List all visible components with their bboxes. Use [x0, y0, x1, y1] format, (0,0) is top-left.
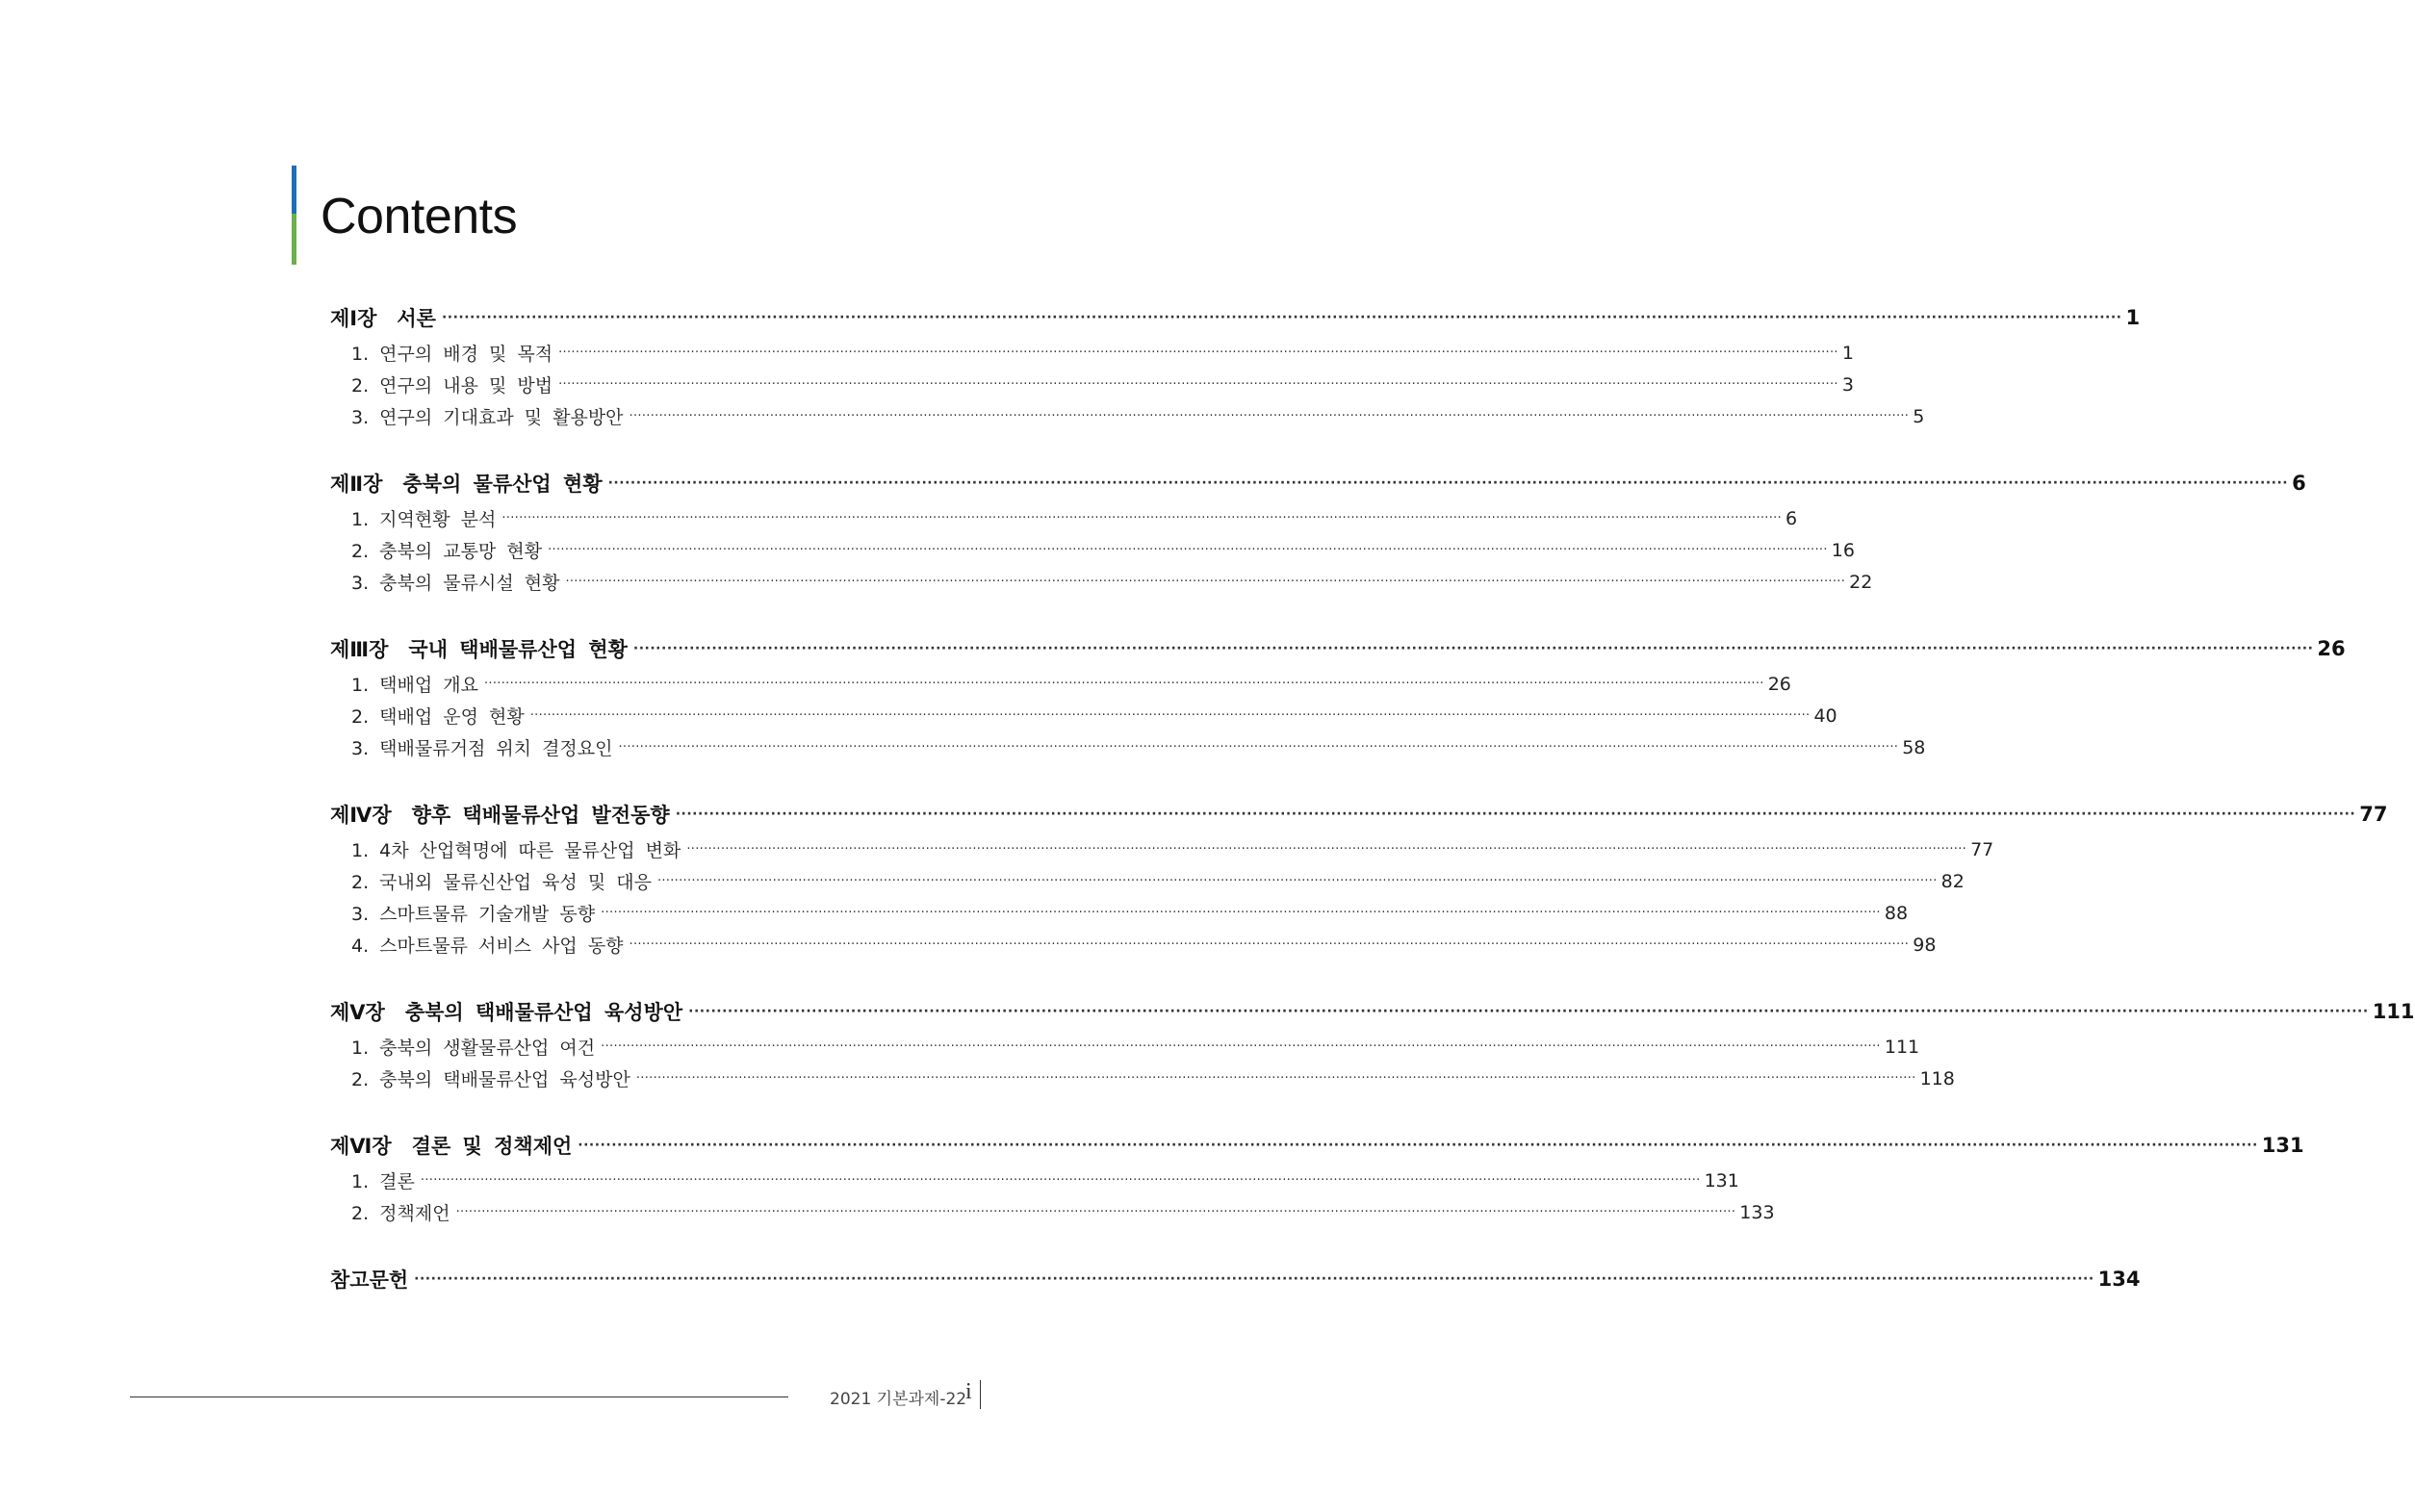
toc-section-entry[interactable] — [330, 337, 1854, 369]
toc-section-entry-page: 26 — [1767, 673, 1791, 695]
toc-section-entry[interactable] — [330, 566, 1873, 598]
toc-section-entry[interactable] — [330, 833, 1994, 865]
footer-report-id: 2021 기본과제-22 — [830, 1390, 967, 1409]
toc-section-entry-label: 2. 연구의 내용 및 방법 — [351, 375, 553, 397]
toc-section-entry[interactable] — [330, 400, 1925, 432]
toc-section-entry-label: 3. 연구의 기대효과 및 활용방안 — [351, 407, 624, 428]
toc-section-entry-page: 16 — [1831, 539, 1855, 561]
toc-chapter-entry-label: 제Ⅴ장 충북의 택배물류산업 육성방안 — [330, 1001, 683, 1024]
toc-chapter-entry-page: 111 — [2372, 1000, 2415, 1023]
leader-dots: ············································································································································································································································································································ — [483, 677, 1764, 691]
toc-section-entry-page: 77 — [1970, 838, 1994, 860]
leader-dots: ············································································································································································································································································································ — [629, 409, 1910, 423]
toc-section-entry-page: 40 — [1813, 705, 1837, 727]
footer-divider — [980, 1380, 981, 1409]
toc-chapter — [330, 1260, 2141, 1298]
leader-dots: ············································································································································································································································································································ — [441, 310, 2122, 325]
toc-chapter-entry-label: 제Ⅵ장 결론 및 정책제언 — [330, 1135, 573, 1158]
leader-dots: ············································································································································································································································································································ — [688, 1004, 2369, 1019]
toc-section-entry[interactable] — [330, 731, 1926, 763]
leader-dots: ············································································································································································································································································································ — [501, 511, 1783, 525]
toc-section-entry-page: 118 — [1919, 1067, 1955, 1089]
toc-section-entry[interactable] — [330, 502, 1798, 534]
toc-section-entry-page: 5 — [1913, 405, 1925, 427]
leader-dots: ············································································································································································································································································································ — [632, 641, 2314, 656]
leader-dots: ············································································································································································································································································································ — [455, 1205, 1736, 1219]
leader-dots: ············································································································································································································································································································ — [565, 575, 1846, 589]
toc-section-entry-label: 1. 연구의 배경 및 목적 — [351, 344, 553, 365]
toc-section-entry-page: 58 — [1902, 736, 1926, 758]
toc-chapter-entry-label: 제Ⅰ장 서론 — [330, 307, 436, 330]
toc-section-entry-page: 3 — [1841, 373, 1854, 396]
leader-dots: ············································································································································································································································································································ — [635, 1071, 1916, 1086]
toc-section-entry-page: 133 — [1739, 1201, 1775, 1223]
toc-section-entry-label: 1. 4차 산업혁명에 따른 물류산업 변화 — [351, 840, 681, 861]
leader-dots: ············································································································································································································································································································ — [548, 543, 1828, 557]
toc-section-entry-label: 3. 스마트물류 기술개발 동향 — [351, 904, 596, 925]
toc-chapter-entry-label: 제Ⅱ장 충북의 물류산업 현황 — [330, 473, 603, 496]
leader-dots: ············································································································································································································································································································ — [529, 708, 1811, 723]
toc-chapter-entry-page: 1 — [2125, 306, 2141, 329]
leader-dots: ············································································································································································································································································································ — [656, 874, 1938, 888]
toc-chapter-entry-page: 131 — [2261, 1134, 2304, 1157]
toc-section-entry[interactable] — [330, 369, 1854, 400]
leader-dots: ············································································································································································································································································································ — [578, 1138, 2258, 1153]
toc-section-entry[interactable] — [330, 897, 1909, 929]
toc-chapter — [330, 629, 2346, 763]
leader-dots: ············································································································································································································································································································ — [558, 346, 1838, 360]
table-of-contents — [330, 298, 2415, 1330]
footer-page-number: i — [965, 1379, 972, 1404]
toc-section-entry-label: 3. 충북의 물류시설 현황 — [351, 573, 560, 594]
toc-chapter-entry[interactable] — [330, 992, 2415, 1031]
leader-dots: ············································································································································································································································································································ — [607, 475, 2289, 491]
toc-section-entry[interactable] — [330, 668, 1791, 700]
toc-chapter-entry-label: 참고문헌 — [330, 1269, 409, 1292]
toc-chapter-entry[interactable] — [330, 1126, 2304, 1165]
toc-chapter-entry[interactable] — [330, 464, 2306, 502]
toc-chapter-entry-label: 제Ⅳ장 향후 택배물류산업 발전동향 — [330, 804, 670, 827]
toc-section-entry-label: 2. 정책제언 — [351, 1203, 450, 1224]
leader-dots: ············································································································································································································································································································ — [618, 740, 1899, 755]
toc-chapter — [330, 464, 2306, 598]
toc-section-entry-page: 88 — [1884, 902, 1909, 924]
toc-section-entry[interactable] — [330, 929, 1937, 961]
toc-section-entry-label: 2. 국내외 물류신산업 육성 및 대응 — [351, 872, 652, 893]
title-accent-bar-blue — [292, 166, 296, 214]
toc-section-entry-label: 2. 충북의 교통망 현황 — [351, 541, 543, 562]
toc-section-entry[interactable] — [330, 700, 1837, 731]
page-title: Contents — [321, 189, 518, 244]
toc-section-entry-label: 1. 지역현황 분석 — [351, 509, 497, 530]
toc-section-entry-page: 1 — [1841, 342, 1854, 364]
toc-chapter — [330, 795, 2388, 961]
toc-chapter — [330, 1126, 2304, 1228]
toc-chapter — [330, 992, 2415, 1094]
toc-section-entry-label: 2. 충북의 택배물류산업 육성방안 — [351, 1069, 630, 1090]
toc-chapter-entry-page: 77 — [2359, 803, 2388, 826]
toc-chapter-entry-label: 제Ⅲ장 국내 택배물류산업 현황 — [330, 638, 628, 661]
toc-chapter — [330, 298, 2141, 432]
leader-dots: ············································································································································································································································································································ — [601, 906, 1881, 920]
toc-chapter-entry-page: 26 — [2317, 637, 2346, 660]
toc-section-entry-page: 22 — [1849, 571, 1873, 593]
toc-section-entry-label: 4. 스마트물류 서비스 사업 동향 — [351, 935, 624, 957]
toc-section-entry-label: 1. 택배업 개요 — [351, 675, 478, 696]
leader-dots: ············································································································································································································································································································ — [601, 1039, 1881, 1054]
toc-chapter-entry[interactable] — [330, 795, 2388, 833]
leader-dots: ············································································································································································································································································································ — [414, 1271, 2094, 1287]
toc-chapter-entry-page: 6 — [2292, 472, 2306, 495]
toc-section-entry-page: 82 — [1940, 870, 1965, 892]
toc-section-entry-label: 2. 택배업 운영 현황 — [351, 706, 525, 728]
toc-section-entry[interactable] — [330, 534, 1855, 566]
toc-chapter-entry[interactable] — [330, 629, 2346, 668]
toc-section-entry[interactable] — [330, 1063, 1955, 1094]
toc-chapter-entry[interactable] — [330, 298, 2141, 337]
leader-dots: ············································································································································································································································································································ — [420, 1173, 1701, 1188]
toc-chapter-entry[interactable] — [330, 1260, 2141, 1298]
toc-section-entry[interactable] — [330, 865, 1965, 897]
leader-dots: ············································································································································································································································································································ — [629, 937, 1910, 952]
toc-section-entry-label: 3. 택배물류거점 위치 결정요인 — [351, 738, 613, 759]
toc-section-entry[interactable] — [330, 1165, 1739, 1196]
toc-section-entry-label: 1. 충북의 생활물류산업 여건 — [351, 1038, 596, 1059]
leader-dots: ············································································································································································································································································································ — [558, 377, 1838, 392]
leader-dots: ············································································································································································································································································································ — [686, 842, 1967, 857]
toc-chapter-entry-page: 134 — [2097, 1268, 2141, 1291]
title-accent-bar-green — [292, 214, 296, 265]
leader-dots: ············································································································································································································································································································ — [675, 807, 2356, 822]
toc-section-entry-page: 98 — [1913, 934, 1937, 956]
toc-section-entry[interactable] — [330, 1031, 1920, 1063]
toc-section-entry[interactable] — [330, 1196, 1775, 1228]
toc-section-entry-label: 1. 결론 — [351, 1171, 415, 1192]
toc-section-entry-page: 131 — [1704, 1169, 1739, 1192]
toc-section-entry-page: 6 — [1786, 507, 1798, 529]
toc-section-entry-page: 111 — [1884, 1036, 1920, 1058]
